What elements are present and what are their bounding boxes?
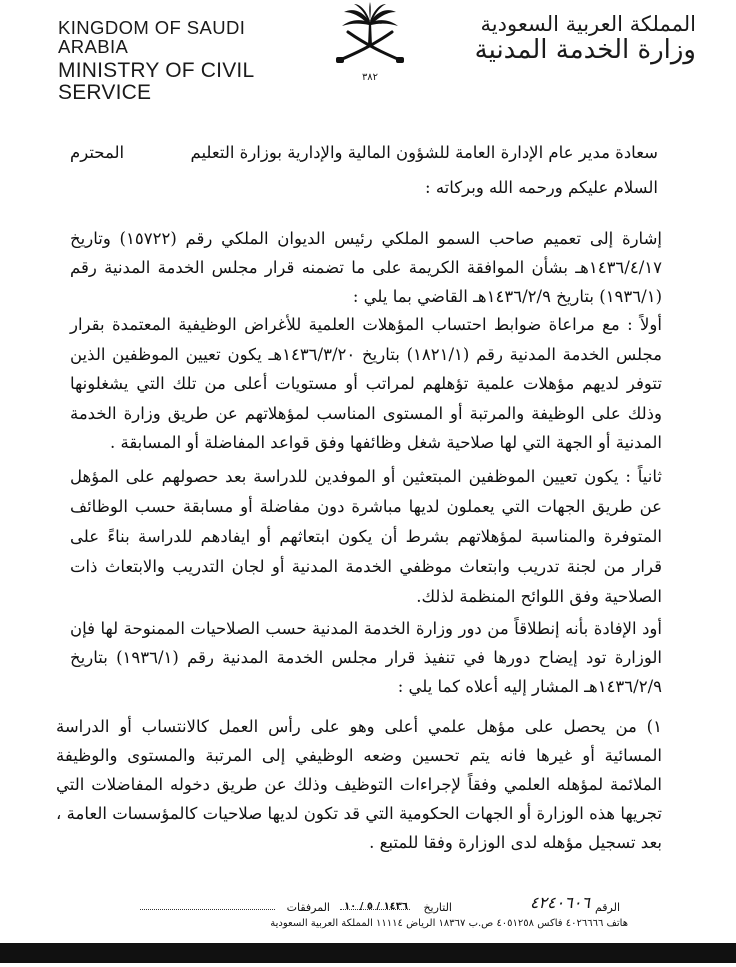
paragraph-first-clause: أولاً : مع مراعاة ضوابط احتساب المؤهلات العلمية للأغراض الوظيفية المعتمدة بقرار مجلس الخدمة المدنية رقم (١٨٢١/١) بتاريخ ١٤٣٦/٣/٢٠هـ يكون تعيين الموظفين الذين تتوفر لديهم مؤهلات علمية تؤهلهم لمراتب أو مستويات أعلى من تلك التي يشغلونها وذلك على الوظيفة والمرتبة أو المستوى المناسب لمؤهلاتهم عن طريق وزارة الخدمة المدنية أو الجهة التي لها صلاحية شغل وظائفها وفق قواعد المفاضلة أو المسابقة . [70, 315, 662, 452]
paragraph-item-one: ١) من يحصل على مؤهل علمي أعلى وهو على رأس العمل كالانتساب أو الدراسة المسائية أو غيرها فانه يتم تحسين وضعه الوظيفي إلى المرتبة والمستوى والوظيفة الملائمة لمؤهله العلمي وفقاً لإجراءات التوظيف وذلك عن طريق دخوله المفاضلات التي تجريها هذه الوزارة أو الجهات الحكومية التي قد تكون لديها صلاحيات كالمؤسسات العامة ، بعد تسجيل مؤهله لدى الوزارة وفقا للمتبع . [56, 717, 662, 852]
letterhead-arabic [396, 12, 696, 66]
attachments-dotted-line [140, 909, 275, 910]
letterhead-ministry-en: MINISTRY OF CIVIL SERVICE [58, 58, 254, 104]
contact-line: هاتف ٤٠٢٦٦٦٦ فاكس ٤٠٥١٢٥٨ ص.ب ١٨٣٦٧ الرياض ١١١١٤ المملكة العربية السعودية [270, 918, 628, 929]
paragraph-clarification: أود الإفادة بأنه إنطلاقاً من دور وزارة الخدمة المدنية حسب الصلاحيات الممنوحة لها فإن الوزارة تود إيضاح دورها في تنفيذ قرار مجلس الخدمة المدنية رقم (١٩٣٦/١) بتاريخ ١٤٣٦/٢/٩هـ المشار إليه أعلاه كما يلي : [70, 619, 662, 696]
attachments-label: المرفقات [286, 901, 330, 914]
paragraph-reference: إشارة إلى تعميم صاحب السمو الملكي رئيس الديوان الملكي رقم (١٥٧٢٢) وتاريخ ١٤٣٦/٤/١٧هـ بشأن الموافقة الكريمة على ما تضمنه قرار مجلس الخدمة المدنية رقم (١٩٣٦/١) بتاريخ ١٤٣٦/٢/٩هـ القاضي بما يلي : [70, 229, 662, 306]
letterhead-kingdom-ar: المملكة العربية السعودية [480, 12, 696, 36]
reference-row [140, 893, 620, 919]
footer-bar [0, 943, 736, 963]
top-reference-number: ٣٨٢ [361, 72, 379, 83]
letterhead-english [58, 18, 308, 104]
greeting: السلام عليكم ورحمه الله وبركاته : [425, 178, 658, 197]
addressee: سعادة مدير عام الإدارة العامة للشؤون المالية والإدارية بوزارة التعليم [190, 143, 658, 162]
date-label: التاريخ [423, 901, 452, 914]
letterhead-kingdom-en: KINGDOM OF SAUDI ARABIA [58, 17, 246, 58]
paragraph-second-clause: ثانياً : يكون تعيين الموظفين المبتعثين أو الموفدين للدراسة بعد حصولهم على المؤهل عن طريق الجهات التي يعملون لديها مباشرة دون مفاضلة أو مسابقة حسب الوظائف المتوفرة والمناسبة لمؤهلاتهم بشرط أن يكون ابتعاثهم أو ايفادهم للدراسة بناءً على قرار من لجنة تدريب وابتعاث موظفي الخدمة المدنية أو لجان التدريب والابتعاث ذات الصلاحية وفق اللوائح المنظمة لذلك. [70, 467, 662, 606]
number-value: ٤٢٤٠٦٠٦ [529, 893, 590, 912]
date-value: ١٤٣٦ / ٥ / ١٠ [344, 901, 408, 912]
letterhead-ministry-ar: وزارة الخدمة المدنية [474, 35, 696, 66]
number-label: الرقم [594, 901, 620, 914]
honorific: المحترم [70, 143, 125, 162]
